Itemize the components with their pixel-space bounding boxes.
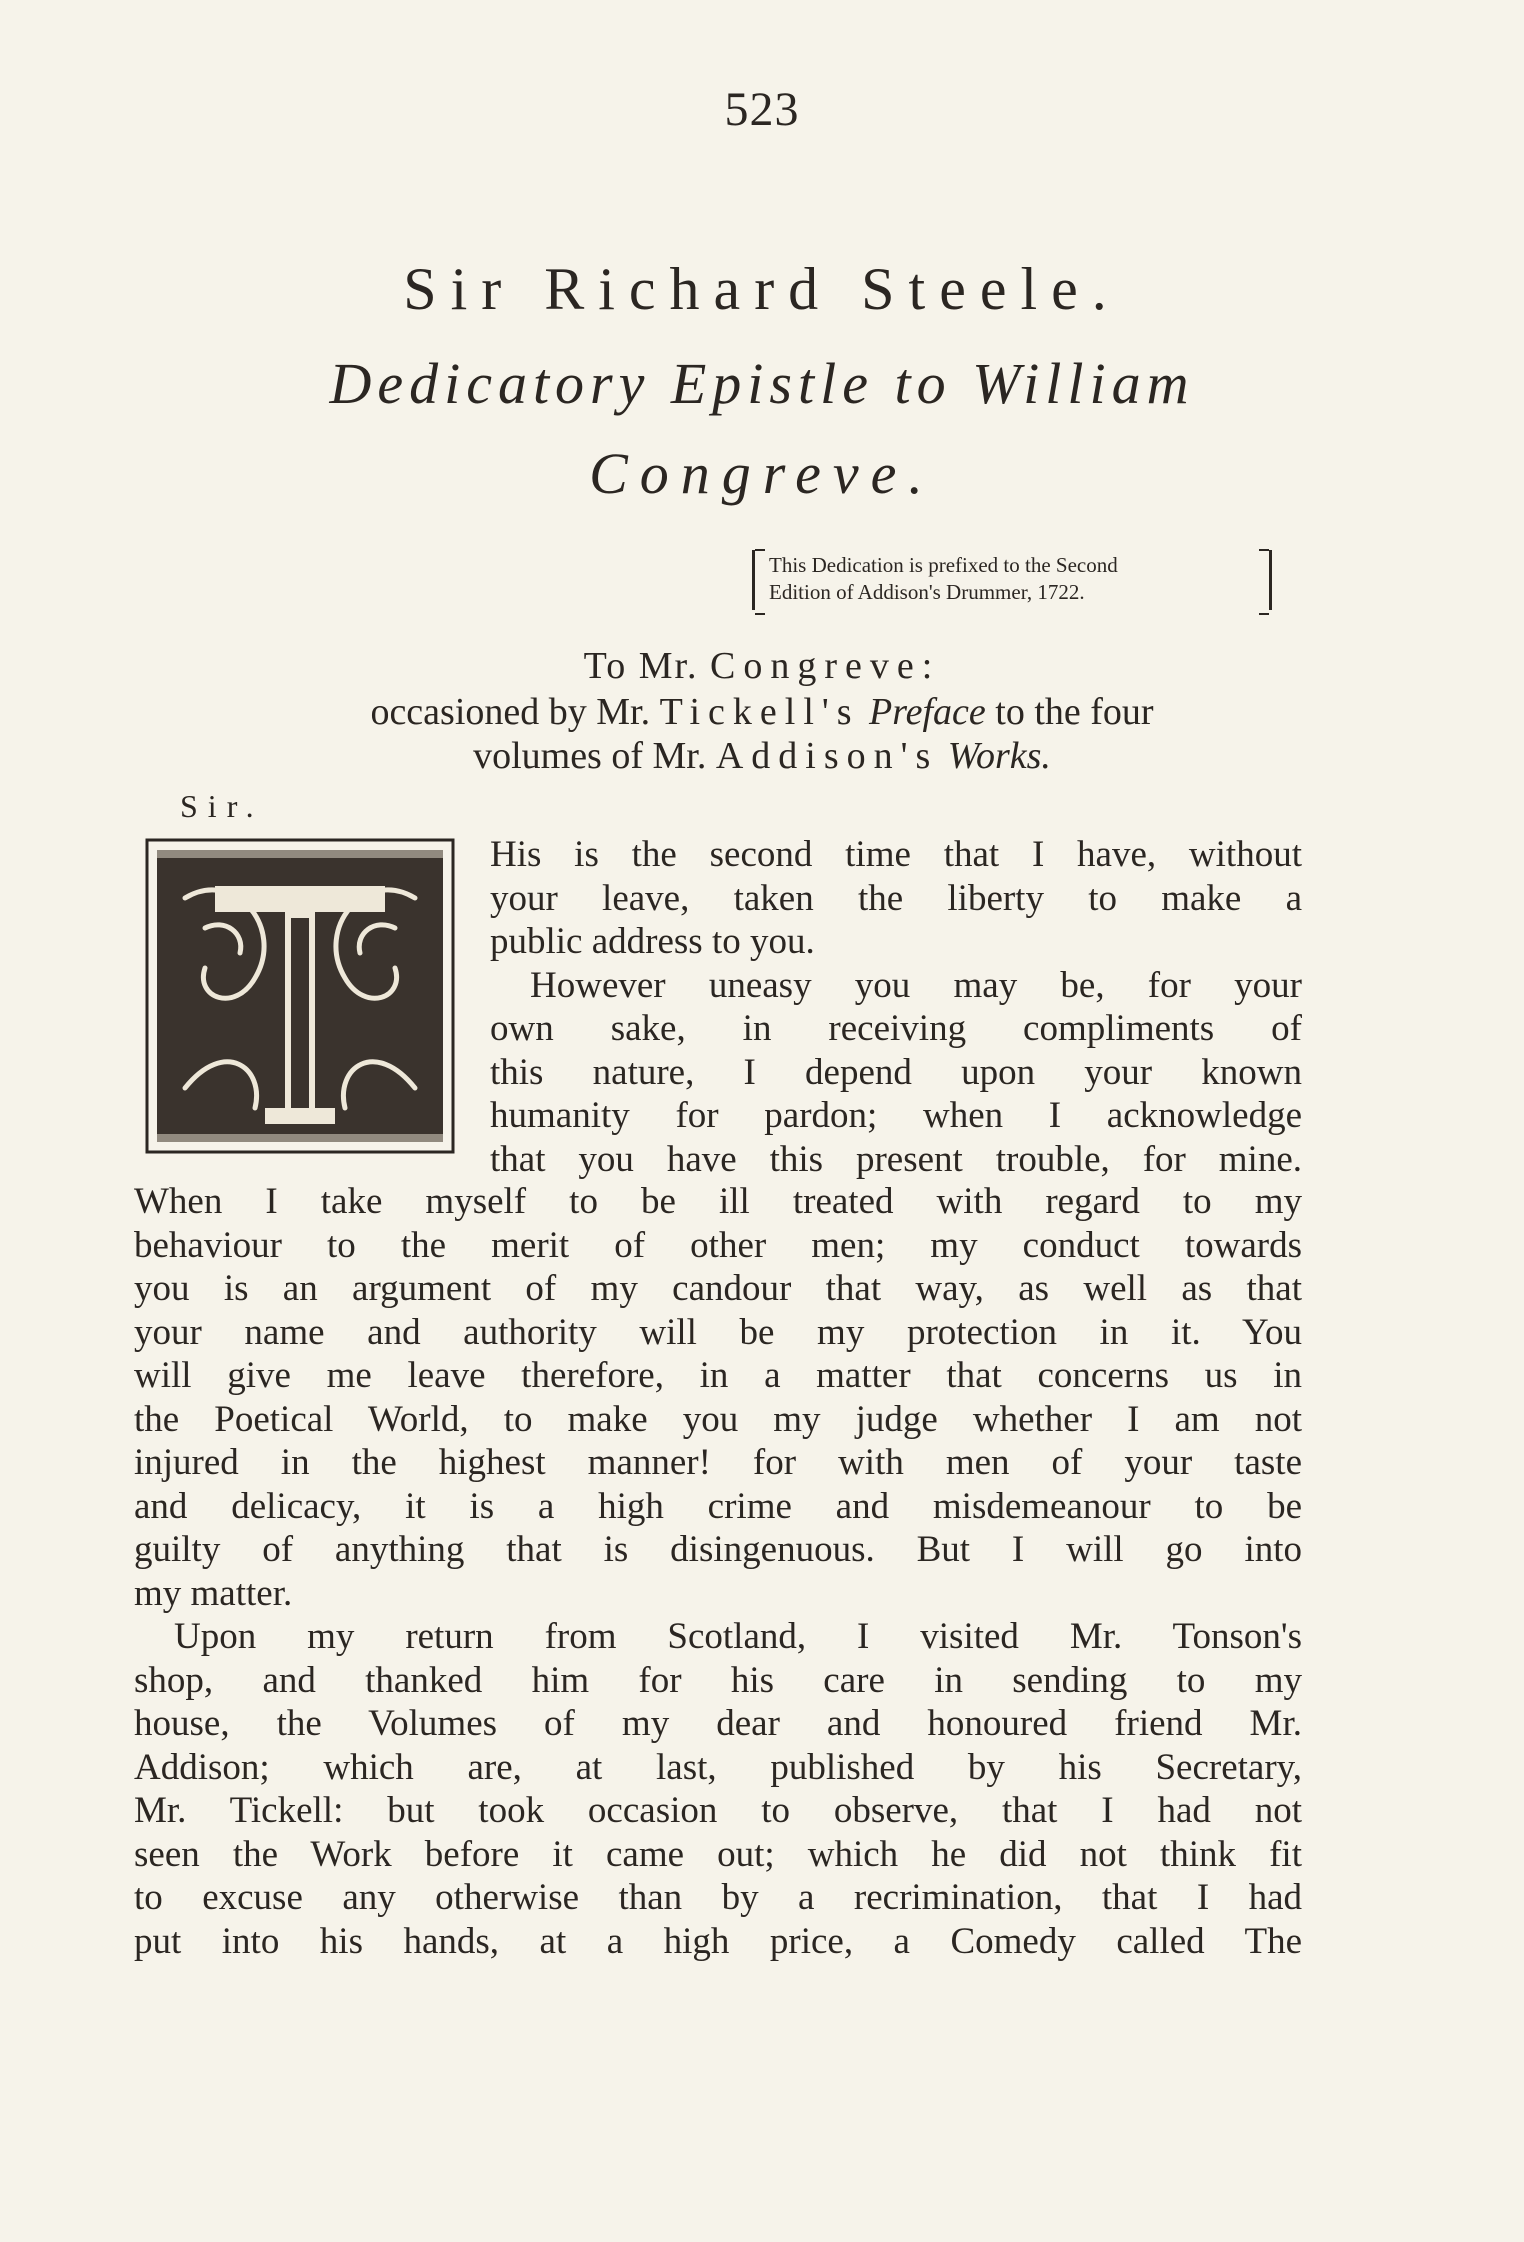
address-line-1: [0, 644, 1524, 688]
text-line: His is the second time that I have, without: [490, 834, 1302, 875]
page-number: 523: [724, 83, 800, 136]
text-line: shop, and thanked him for his care in sending to my: [134, 1659, 1302, 1701]
text-line: you is an argument of my candour that way, as well as that: [134, 1268, 1302, 1309]
address-line-3: [0, 734, 1524, 778]
address-line-2: [0, 690, 1524, 734]
text-line: Addison; which are, at last, published by his Secretary,: [134, 1746, 1302, 1788]
text-line: my matter.: [134, 1572, 293, 1614]
address-line-3-prefix: volumes of Mr.: [473, 735, 716, 777]
text-line: will give me leave therefore, in a matter that concerns us in: [134, 1355, 1302, 1396]
note-line-1: This Dedication is prefixed to the Second: [769, 553, 1118, 577]
address-preface: Preface: [869, 691, 986, 733]
text-line: put into his hands, at a high price, a Comedy called The: [134, 1920, 1302, 1962]
page-title: Sir Richard Steele.: [403, 256, 1121, 322]
text-line: guilty of anything that is disingenuous. But I will go into: [134, 1529, 1302, 1570]
text-line: this nature, I depend upon your known: [490, 1051, 1302, 1093]
text-line: to excuse any otherwise than by a recrimination, that I had: [134, 1877, 1302, 1918]
address-line-2-suffix: to the four: [985, 691, 1154, 733]
address-works: Works.: [947, 735, 1051, 777]
text-line: your leave, taken the liberty to make a: [490, 877, 1302, 919]
text-line: public address to you.: [490, 921, 815, 962]
text-line: and delicacy, it is a high crime and misdemeanour to be: [134, 1485, 1302, 1527]
text-line: Mr. Tickell: but took occasion to observe, that I had not: [134, 1790, 1302, 1831]
text-line: injured in the highest manner! for with men of your taste: [134, 1442, 1302, 1483]
wrapped-paragraph: [490, 833, 1302, 1181]
text-line: However uneasy you may be, for your: [530, 964, 1302, 1006]
text-line: When I take myself to be ill treated with regard to my: [134, 1181, 1302, 1222]
address-line-2-prefix: occasioned by Mr.: [370, 691, 660, 733]
note-line-2: Edition of Addison's Drummer, 1722.: [769, 580, 1085, 604]
decorated-initial-t: [145, 838, 455, 1154]
text-line: seen the Work before it came out; which he did not think fit: [134, 1833, 1302, 1875]
text-line: the Poetical World, to make you my judge whether I am not: [134, 1398, 1302, 1440]
bracketed-note: [752, 550, 1272, 610]
address-congreve: Congreve:: [710, 645, 941, 687]
address-line-1-prefix: To Mr.: [583, 645, 711, 687]
text-line: humanity for pardon; when I acknowledge: [490, 1095, 1302, 1136]
body-paragraphs: [134, 1180, 1302, 1963]
salutation: Sir.: [180, 788, 264, 824]
text-line: Upon my return from Scotland, I visited Mr. Tonson's: [174, 1616, 1302, 1657]
subtitle-line-2: Congreve.: [589, 441, 935, 506]
text-line: behaviour to the merit of other men; my conduct towards: [134, 1224, 1302, 1266]
text-line: house, the Volumes of my dear and honoured friend Mr.: [134, 1703, 1302, 1744]
address-tickell: Tickell's: [659, 691, 860, 733]
subtitle-line-1: Dedicatory Epistle to William: [329, 351, 1195, 416]
text-line: that you have this present trouble, for mine.: [490, 1138, 1302, 1180]
address-addison: Addison's: [715, 735, 939, 777]
text-line: own sake, in receiving compliments of: [490, 1008, 1302, 1049]
text-line: your name and authority will be my protection in it. You: [134, 1311, 1302, 1353]
